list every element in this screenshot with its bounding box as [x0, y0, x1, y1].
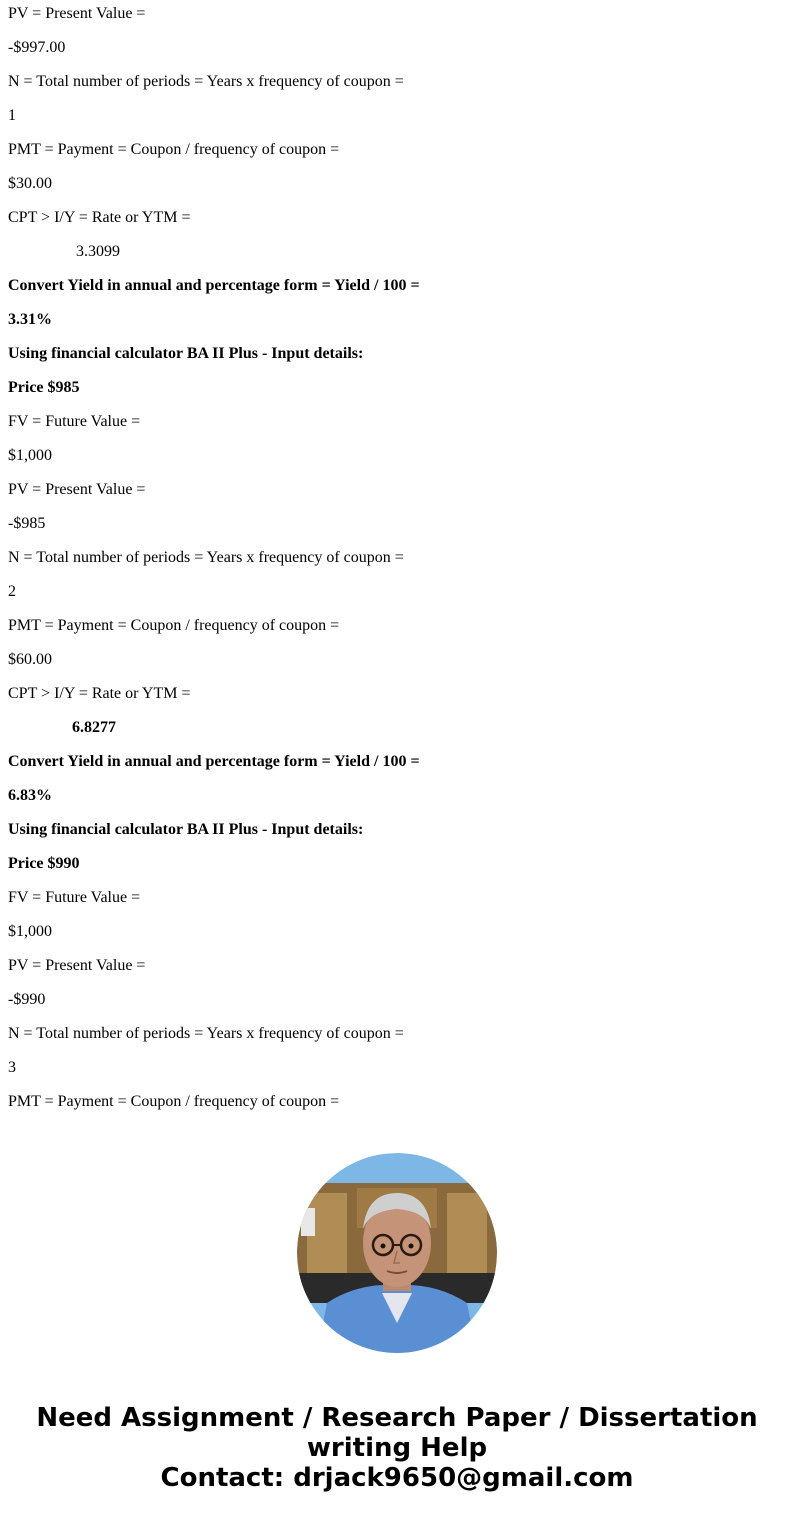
author-avatar: [297, 1153, 497, 1353]
ytm-result-value: 3.3099: [76, 243, 120, 260]
doc-line: PMT = Payment = Coupon / frequency of coupon =: [8, 617, 340, 634]
doc-line: PMT = Payment = Coupon / frequency of coupon =: [8, 1093, 340, 1110]
doc-line: PV = Present Value =: [8, 957, 146, 974]
doc-line: PV = Present Value =: [8, 5, 146, 22]
doc-line: $1,000: [8, 923, 52, 940]
doc-line: N = Total number of periods = Years x frequency of coupon =: [8, 549, 404, 566]
doc-line: Convert Yield in annual and percentage form = Yield / 100 =: [8, 753, 420, 770]
yield-percentage: 3.31%: [8, 311, 52, 328]
doc-line: N = Total number of periods = Years x frequency of coupon =: [8, 1025, 404, 1042]
section-heading: Using financial calculator BA II Plus - Input details:: [8, 345, 364, 362]
footer-line: writing Help: [306, 1433, 488, 1463]
footer-line: Need Assignment / Research Paper / Dissertation: [36, 1403, 758, 1433]
doc-line: $60.00: [8, 651, 52, 668]
price-heading: Price $985: [8, 379, 80, 396]
doc-line: 3: [8, 1059, 16, 1076]
doc-line: PV = Present Value =: [8, 481, 146, 498]
ytm-result-value: 6.8277: [72, 719, 116, 736]
price-heading: Price $990: [8, 855, 80, 872]
doc-line: Convert Yield in annual and percentage form = Yield / 100 =: [8, 277, 420, 294]
contact-footer: [0, 1403, 794, 1493]
doc-line: PMT = Payment = Coupon / frequency of coupon =: [8, 141, 340, 158]
doc-line: 1: [8, 107, 16, 124]
doc-line: 2: [8, 583, 16, 600]
document-body: [8, 5, 788, 1127]
section-heading: Using financial calculator BA II Plus - Input details:: [8, 821, 364, 838]
yield-percentage: 6.83%: [8, 787, 52, 804]
doc-line: -$990: [8, 991, 46, 1008]
doc-line: N = Total number of periods = Years x frequency of coupon =: [8, 73, 404, 90]
doc-line: CPT > I/Y = Rate or YTM =: [8, 685, 191, 702]
doc-line: FV = Future Value =: [8, 413, 141, 430]
person-photo-icon: [297, 1153, 497, 1353]
doc-line: $30.00: [8, 175, 52, 192]
doc-line: $1,000: [8, 447, 52, 464]
doc-line: CPT > I/Y = Rate or YTM =: [8, 209, 191, 226]
doc-line: -$997.00: [8, 39, 66, 56]
doc-line: -$985: [8, 515, 46, 532]
contact-email: Contact: drjack9650@gmail.com: [160, 1463, 634, 1493]
doc-line: FV = Future Value =: [8, 889, 141, 906]
